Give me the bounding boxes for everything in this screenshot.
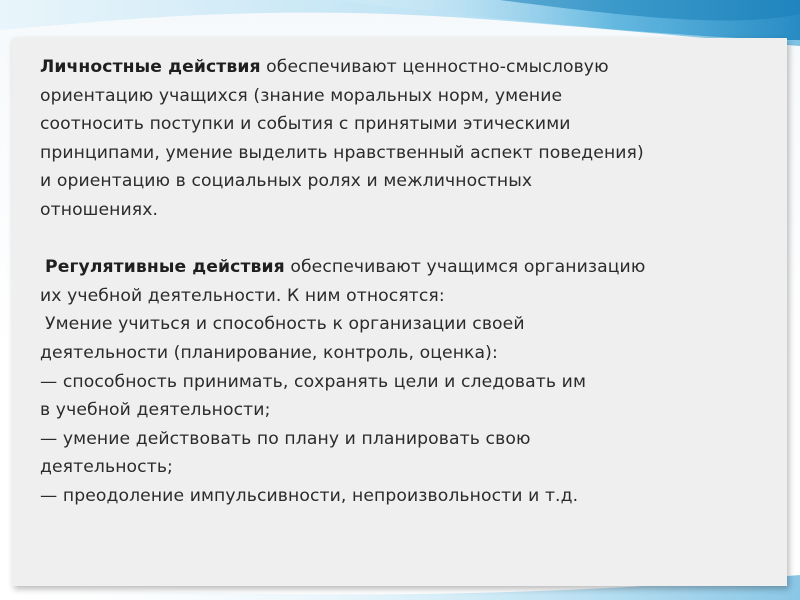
list-item: — умение действовать по плану и планировать свою <box>40 428 531 449</box>
list-item: — преодоление импульсивности, непроизвольности и т.д. <box>40 485 579 506</box>
text-line: соотносить поступки и события с принятыми этическими <box>40 114 571 135</box>
text-line: в учебной деятельности; <box>40 400 271 421</box>
personal-actions-paragraph <box>40 53 780 225</box>
text-line: и ориентацию в социальных ролях и межличностных <box>40 171 533 192</box>
text-line: деятельность; <box>40 457 173 478</box>
list-item: — способность принимать, сохранять цели и следовать им <box>40 371 587 392</box>
text-line: Личностные действия обеспечивают ценностно-смысловую <box>40 57 609 77</box>
text-line: ориентацию учащихся (знание моральных норм, умение <box>40 85 563 106</box>
text-line: их учебной деятельности. К ним относятся: <box>40 285 445 306</box>
text-line: деятельности (планирование, контроль, оценка): <box>40 342 498 363</box>
text-line: Регулятивные действия обеспечивают учащимся организацию <box>45 257 646 278</box>
personal-actions-heading: Личностные действия <box>40 57 261 77</box>
text-line: принципами, умение выделить нравственный аспект поведения) <box>40 142 644 163</box>
text-line: Умение учиться и способность к организации своей <box>45 314 525 335</box>
regulatory-actions-paragraph <box>40 253 780 510</box>
text-line: отношениях. <box>40 199 159 220</box>
regulatory-actions-heading: Регулятивные действия <box>45 257 285 278</box>
slide-text <box>40 53 780 511</box>
paragraph-gap <box>40 225 780 254</box>
